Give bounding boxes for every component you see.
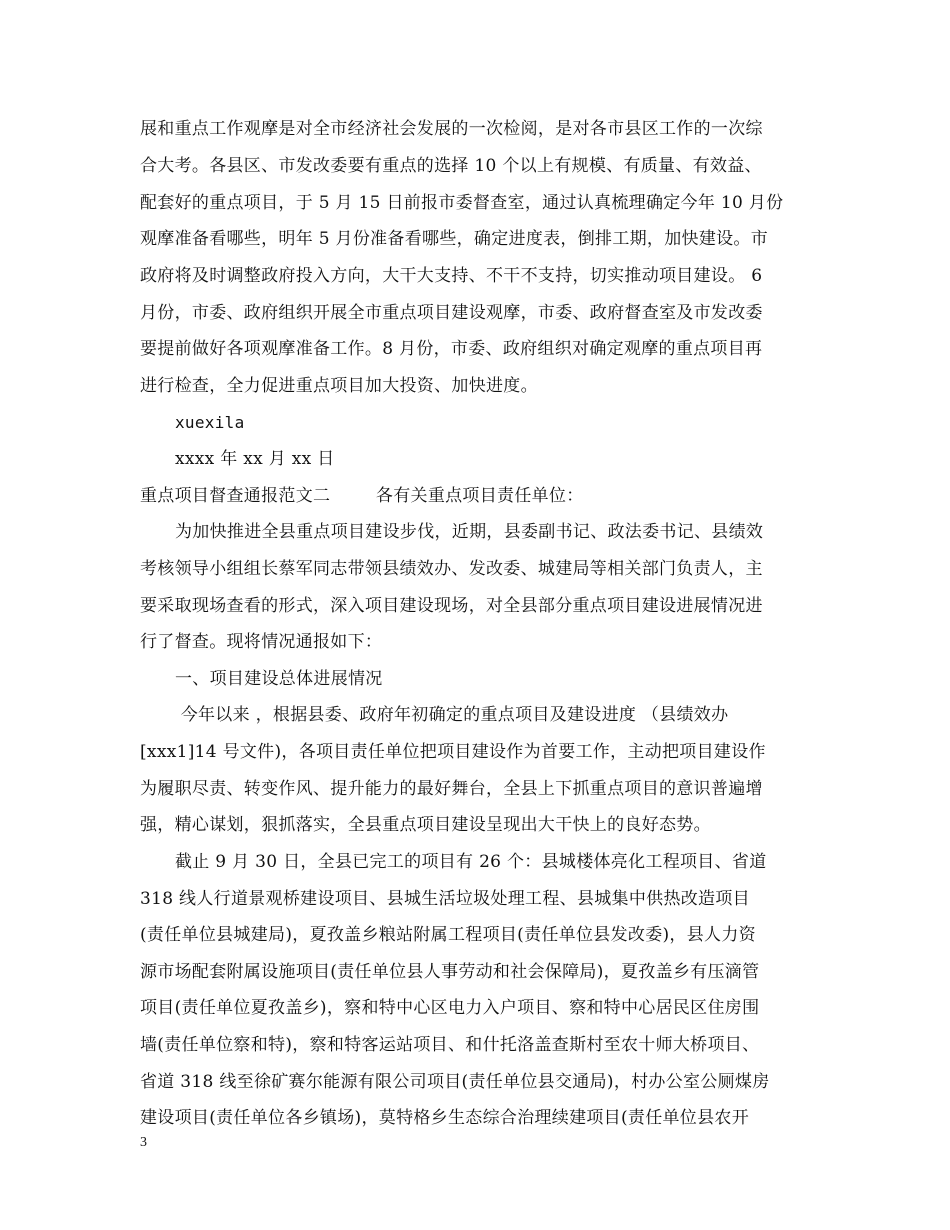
text-line: 月份，市委、政府组织开展全市重点项目建设观摩，市委、政府督查室及市发改委 (140, 303, 763, 323)
text-line: [xxx1]14 号文件)，各项目责任单位把项目建设作为首要工作，主动把项目建设作 (140, 742, 766, 762)
text-line: 进行检查，全力促进重点项目加大投资、加快进度。 (140, 376, 538, 396)
text-line: 展和重点工作观摩是对全市经济社会发展的一次检阅，是对各市县区工作的一次综 (140, 119, 763, 139)
text-line: 为加快推进全县重点项目建设步伐，近期，县委副书记、政法委书记、县绩效 (175, 522, 764, 542)
text-line: 墙(责任单位察和特)，察和特客运站项目、和什托洛盖查斯村至农十师大桥项目、 (140, 1035, 760, 1055)
text-line: 强，精心谋划，狠抓落实，全县重点项目建设呈现出大干快上的良好态势。 (140, 815, 711, 835)
page-number: 3 (140, 1135, 147, 1150)
text-line: 政府将及时调整政府投入方向，大干大支持、不干不支持，切实推动项目建设。 6 (140, 266, 763, 286)
text-line: 今年以来 ，根据县委、政府年初确定的重点项目及建设进度 （县绩效办 (175, 705, 729, 725)
text-line: 为履职尽责、转变作风、提升能力的最好舞台，全县上下抓重点项目的意识普遍增 (140, 779, 763, 799)
text-line: 318 线人行道景观桥建设项目、县城生活垃圾处理工程、县城集中供热改造项目 (140, 889, 750, 909)
text-line: 截止 9 月 30 日，全县已完工的项目有 26 个：县城楼体亮化工程项目、省道 (175, 852, 767, 872)
date-line: xxxx 年 xx 月 xx 日 (175, 449, 335, 469)
text-line: 建设项目(责任单位各乡镇场)，莫特格乡生态综合治理续建项目(责任单位县农开 (140, 1108, 749, 1128)
subheading: 一、项目建设总体进展情况 (175, 669, 383, 689)
signature-line: xuexila (175, 413, 245, 432)
text-line: 配套好的重点项目，于 5 月 15 日前报市委督查室，通过认真梳理确定今年 10 月份 (140, 193, 784, 213)
text-line: 行了督查。现将情况通报如下： (140, 632, 383, 652)
text-line: 合大考。各县区、市发改委要有重点的选择 10 个以上有规模、有质量、有效益、 (140, 156, 762, 176)
text-line: 省道 318 线至徐矿赛尔能源有限公司项目(责任单位县交通局)，村办公室公厕煤房 (140, 1072, 770, 1092)
text-line: 要采取现场查看的形式，深入项目建设现场，对全县部分重点项目建设进展情况进 (140, 596, 763, 616)
section-heading: 重点项目督查通报范文二 各有关重点项目责任单位： (140, 486, 584, 506)
text-line: (责任单位县城建局)，夏孜盖乡粮站附属工程项目(责任单位县发改委)，县人力资 (140, 925, 756, 945)
text-line: 考核领导小组组长蔡军同志带领县绩效办、发改委、城建局等相关部门负责人，主 (140, 559, 763, 579)
text-line: 项目(责任单位夏孜盖乡)，察和特中心区电力入户项目、察和特中心居民区住房围 (140, 998, 760, 1018)
text-line: 观摩准备看哪些，明年 5 月份准备看哪些，确定进度表，倒排工期，加快建设。市 (140, 229, 769, 249)
text-line: 源市场配套附属设施项目(责任单位县人事劳动和社会保障局)，夏孜盖乡有压滴管 (140, 962, 760, 982)
text-line: 要提前做好各项观摩准备工作。8 月份，市委、政府组织对确定观摩的重点项目再 (140, 339, 763, 359)
